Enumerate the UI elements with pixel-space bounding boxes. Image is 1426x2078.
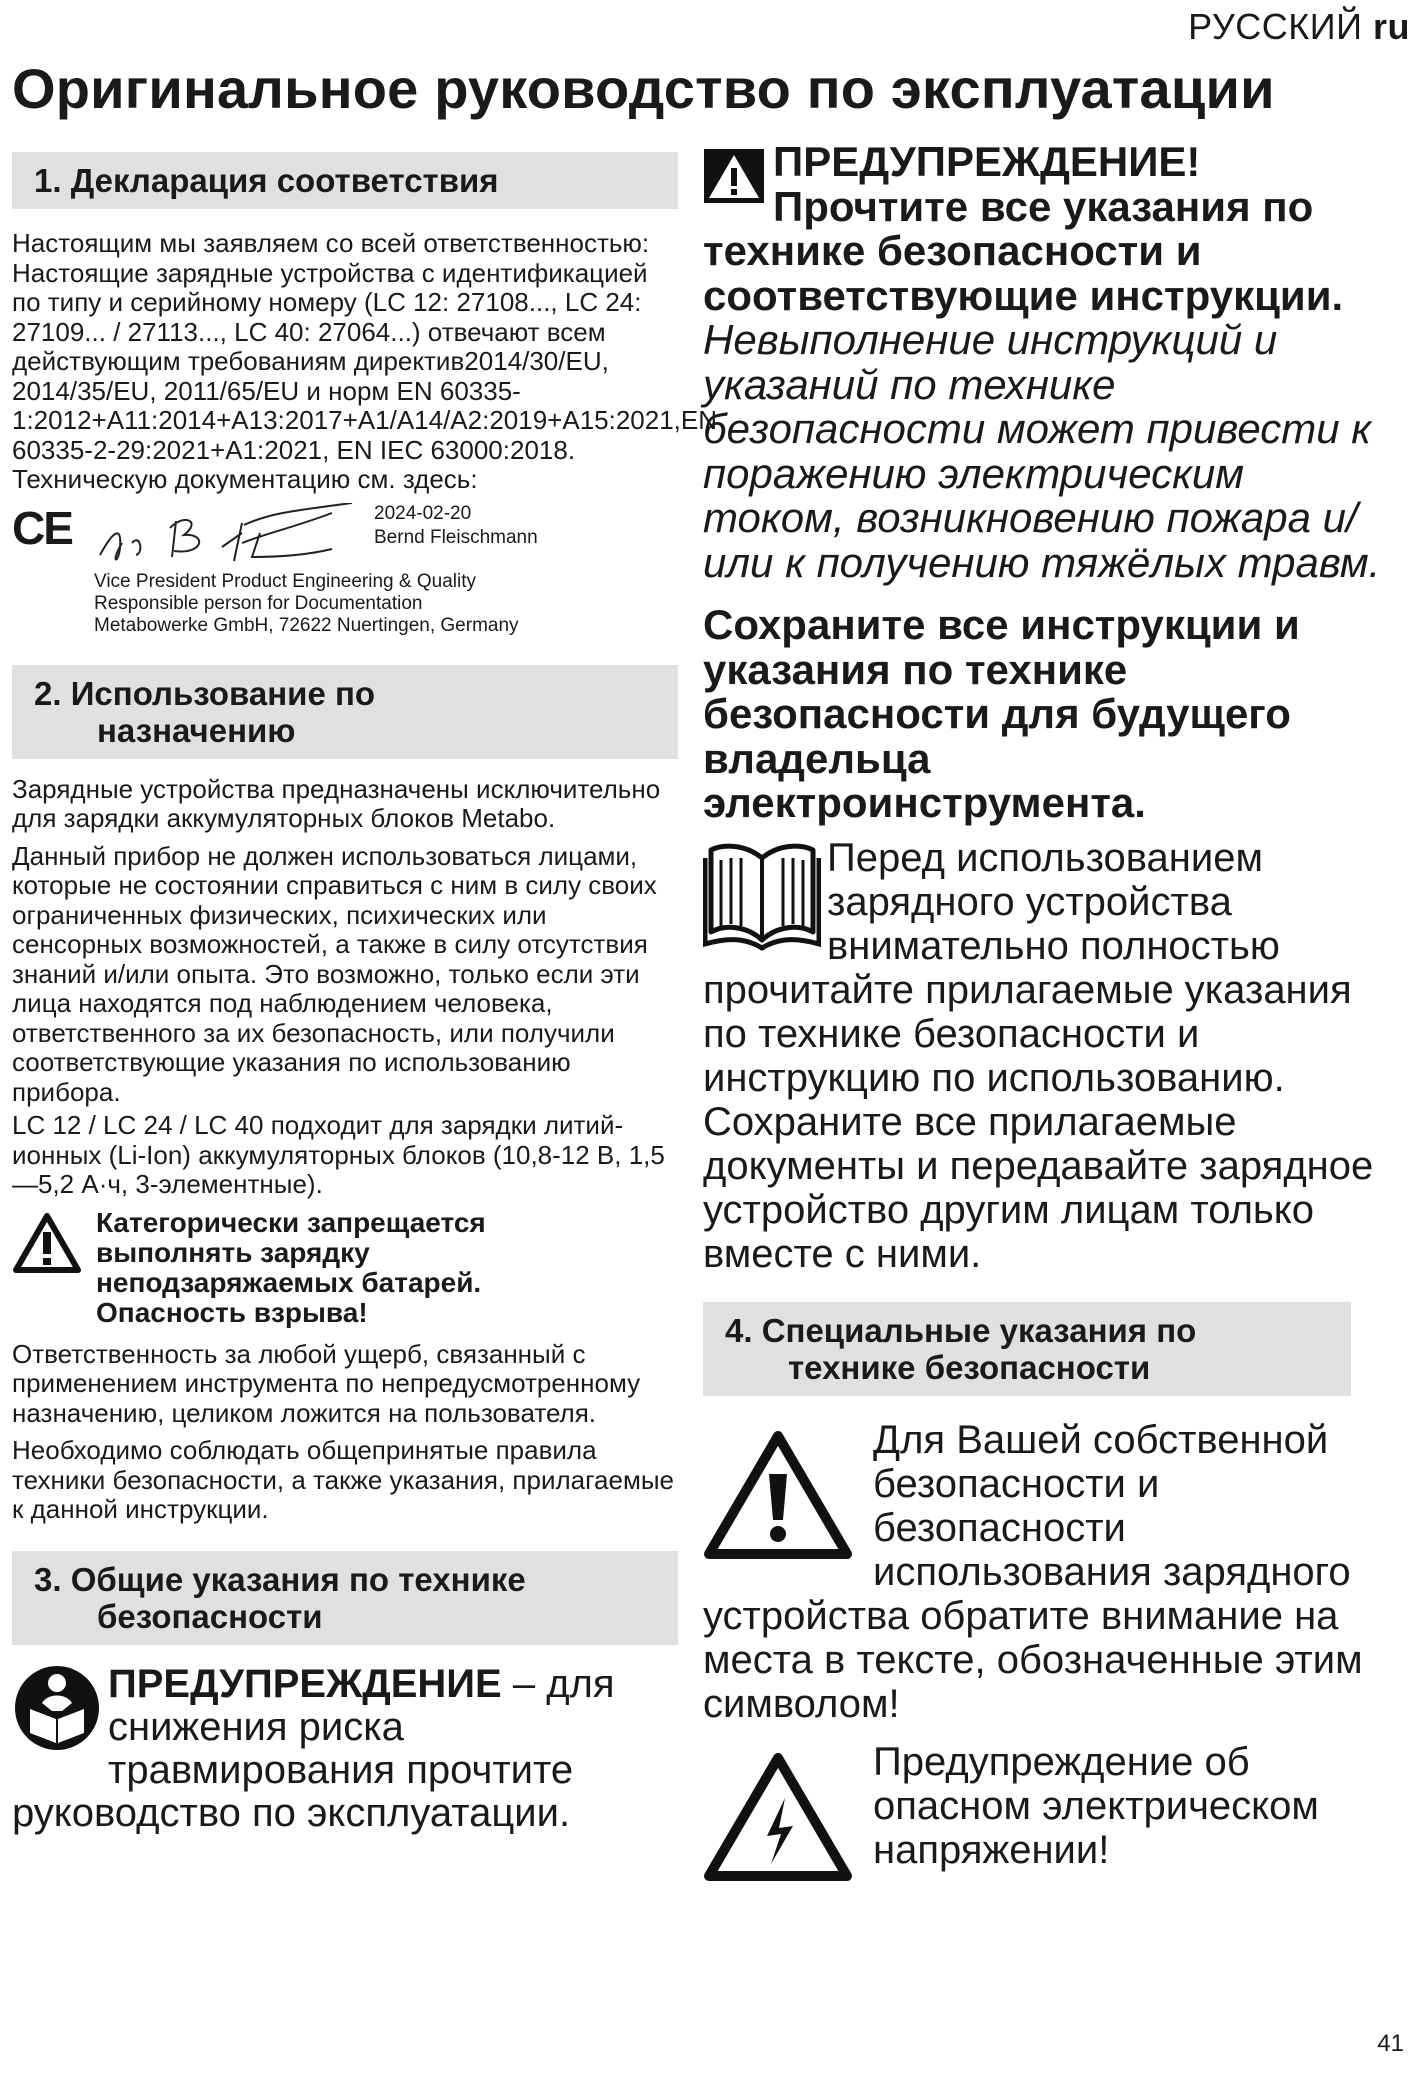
open-book-icon	[703, 840, 821, 952]
manual-warning	[12, 1663, 678, 1835]
warning-triangle-icon	[12, 1212, 82, 1274]
page-number: 41	[1377, 2030, 1404, 2057]
voltage-warning-text: Предупреждение об опасном электрическом напряжении!	[873, 1739, 1319, 1872]
usage-paragraph-4: Ответственность за любой ущерб, связанный с применением инструмента по непредусмотренному назначению, целиком ложится на пользователя.	[12, 1338, 641, 1428]
manual-warning-keyword: ПРЕДУПРЕЖДЕНИЕ	[108, 1661, 502, 1706]
general-warning	[703, 140, 1383, 585]
voltage-warning-block	[703, 1740, 1383, 1872]
company-address: Metabowerke GmbH, 72622 Nuertingen, Germany	[94, 614, 519, 636]
save-instructions-text: Сохраните все инструкции и указания по технике безопасности для будущего владельца электроинструмента.	[703, 601, 1300, 826]
signature-date: 2024-02-20	[374, 502, 472, 524]
warning-italic-text: Невыполнение инструкций и указаний по технике безопасности может привести к поражению электрическим током, возникновению пожара и/или к получению тяжёлых травм.	[703, 316, 1381, 586]
ce-mark: CE	[12, 501, 72, 554]
manual-warning-text: – для снижения риска травмирования прочтите руководство по эксплуатации.	[12, 1661, 615, 1835]
signer-title: Vice President Product Engineering & Quality	[94, 570, 476, 592]
usage-paragraph-2: Данный прибор не должен использоваться лицами, которые не состоянии справиться с ним в силу своих ограниченных физических, психических или сенсорных возможностей, а также в силу отсутствия знаний и/или опыта. Это возможно, только если эти лица находятся под наблюдением человека, ответственного за их безопасность, или получили соответствующие указания по использованию прибора.	[12, 840, 657, 1107]
high-voltage-icon	[703, 1752, 853, 1882]
explosion-warning-text: Категорически запрещается выполнять зарядку неподзаряжаемых батарей. Опасность взрыва!	[96, 1206, 486, 1328]
warning-bold-text: Прочтите все указания по технике безопасности и соответствующие инструкции.	[703, 182, 1344, 319]
signature-image	[92, 503, 362, 573]
section3-heading: 3. Общие указания по технике безопасности	[12, 1551, 678, 1645]
caution-symbol-text: Для Вашей собственной безопасности и безопасности использования зарядного устройства обратите внимание на места в тексте, обозначенные этим символом!	[703, 1417, 1363, 1726]
section4-heading: 4. Специальные указания по технике безопасности	[703, 1302, 1351, 1396]
signer-name: Bernd Fleischmann	[374, 526, 538, 548]
explosion-warning	[12, 1208, 678, 1328]
signature-block	[12, 495, 678, 645]
usage-paragraph-3: LC 12 / LC 24 / LC 40 подходит для зарядки литий-ионных (Li-Ion) аккумуляторных блоков (10,8-12 В, 1,5—5,2 А·ч, 3-элементные).	[12, 1110, 665, 1199]
left-column	[12, 152, 718, 1835]
usage-paragraph-5: Необходимо соблюдать общепринятые правила техники безопасности, а также указания, прилагаемые к данной инструкции.	[12, 1435, 674, 1524]
declaration-paragraph: Настоящим мы заявляем со всей ответственностью: Настоящие зарядные устройства с идентификацией по типу и серийному номеру (LC 12: 27108..., LC 24: 27109... / 27113..., LC 40: 27064...) отвечают всем действующим требованиям директив2014/30/EU, 2014/35/EU, 2011/65/EU и норм EN 60335-1:2012+A11:2014+A13:2017+A1/A14/A2:2019+A15:2021,EN 60335-2-29:2021+A1:2021, EN IEC 63000:2018. Техническую документацию см. здесь:	[12, 228, 718, 494]
section2-heading: 2. Использование по назначению	[12, 665, 678, 759]
read-instructions-text: Перед использованием зарядного устройства внимательно полностью прочитайте прилагаемые указания по технике безопасности и инструкцию по использованию. Сохраните все прилагаемые документы и передавайте зарядное устройство другим лицам только вместе с ними.	[703, 835, 1374, 1276]
caution-symbol-block	[703, 1418, 1383, 1726]
right-column	[703, 140, 1383, 1882]
read-instructions-block	[703, 836, 1383, 1276]
page-title: Оригинальное руководство по эксплуатации	[12, 57, 1275, 120]
warning-triangle-icon	[703, 148, 765, 204]
read-manual-icon	[12, 1663, 102, 1753]
caution-triangle-icon	[703, 1430, 853, 1560]
warning-title: ПРЕДУПРЕЖДЕНИЕ!	[773, 138, 1201, 185]
usage-paragraph-1: Зарядные устройства предназначены исключительно для зарядки аккумуляторных блоков Metabo.	[12, 773, 661, 833]
signer-role: Responsible person for Documentation	[94, 592, 423, 614]
section1-heading: 1. Декларация соответствия	[12, 152, 678, 209]
language-label: РУССКИЙ ru	[1188, 6, 1410, 47]
